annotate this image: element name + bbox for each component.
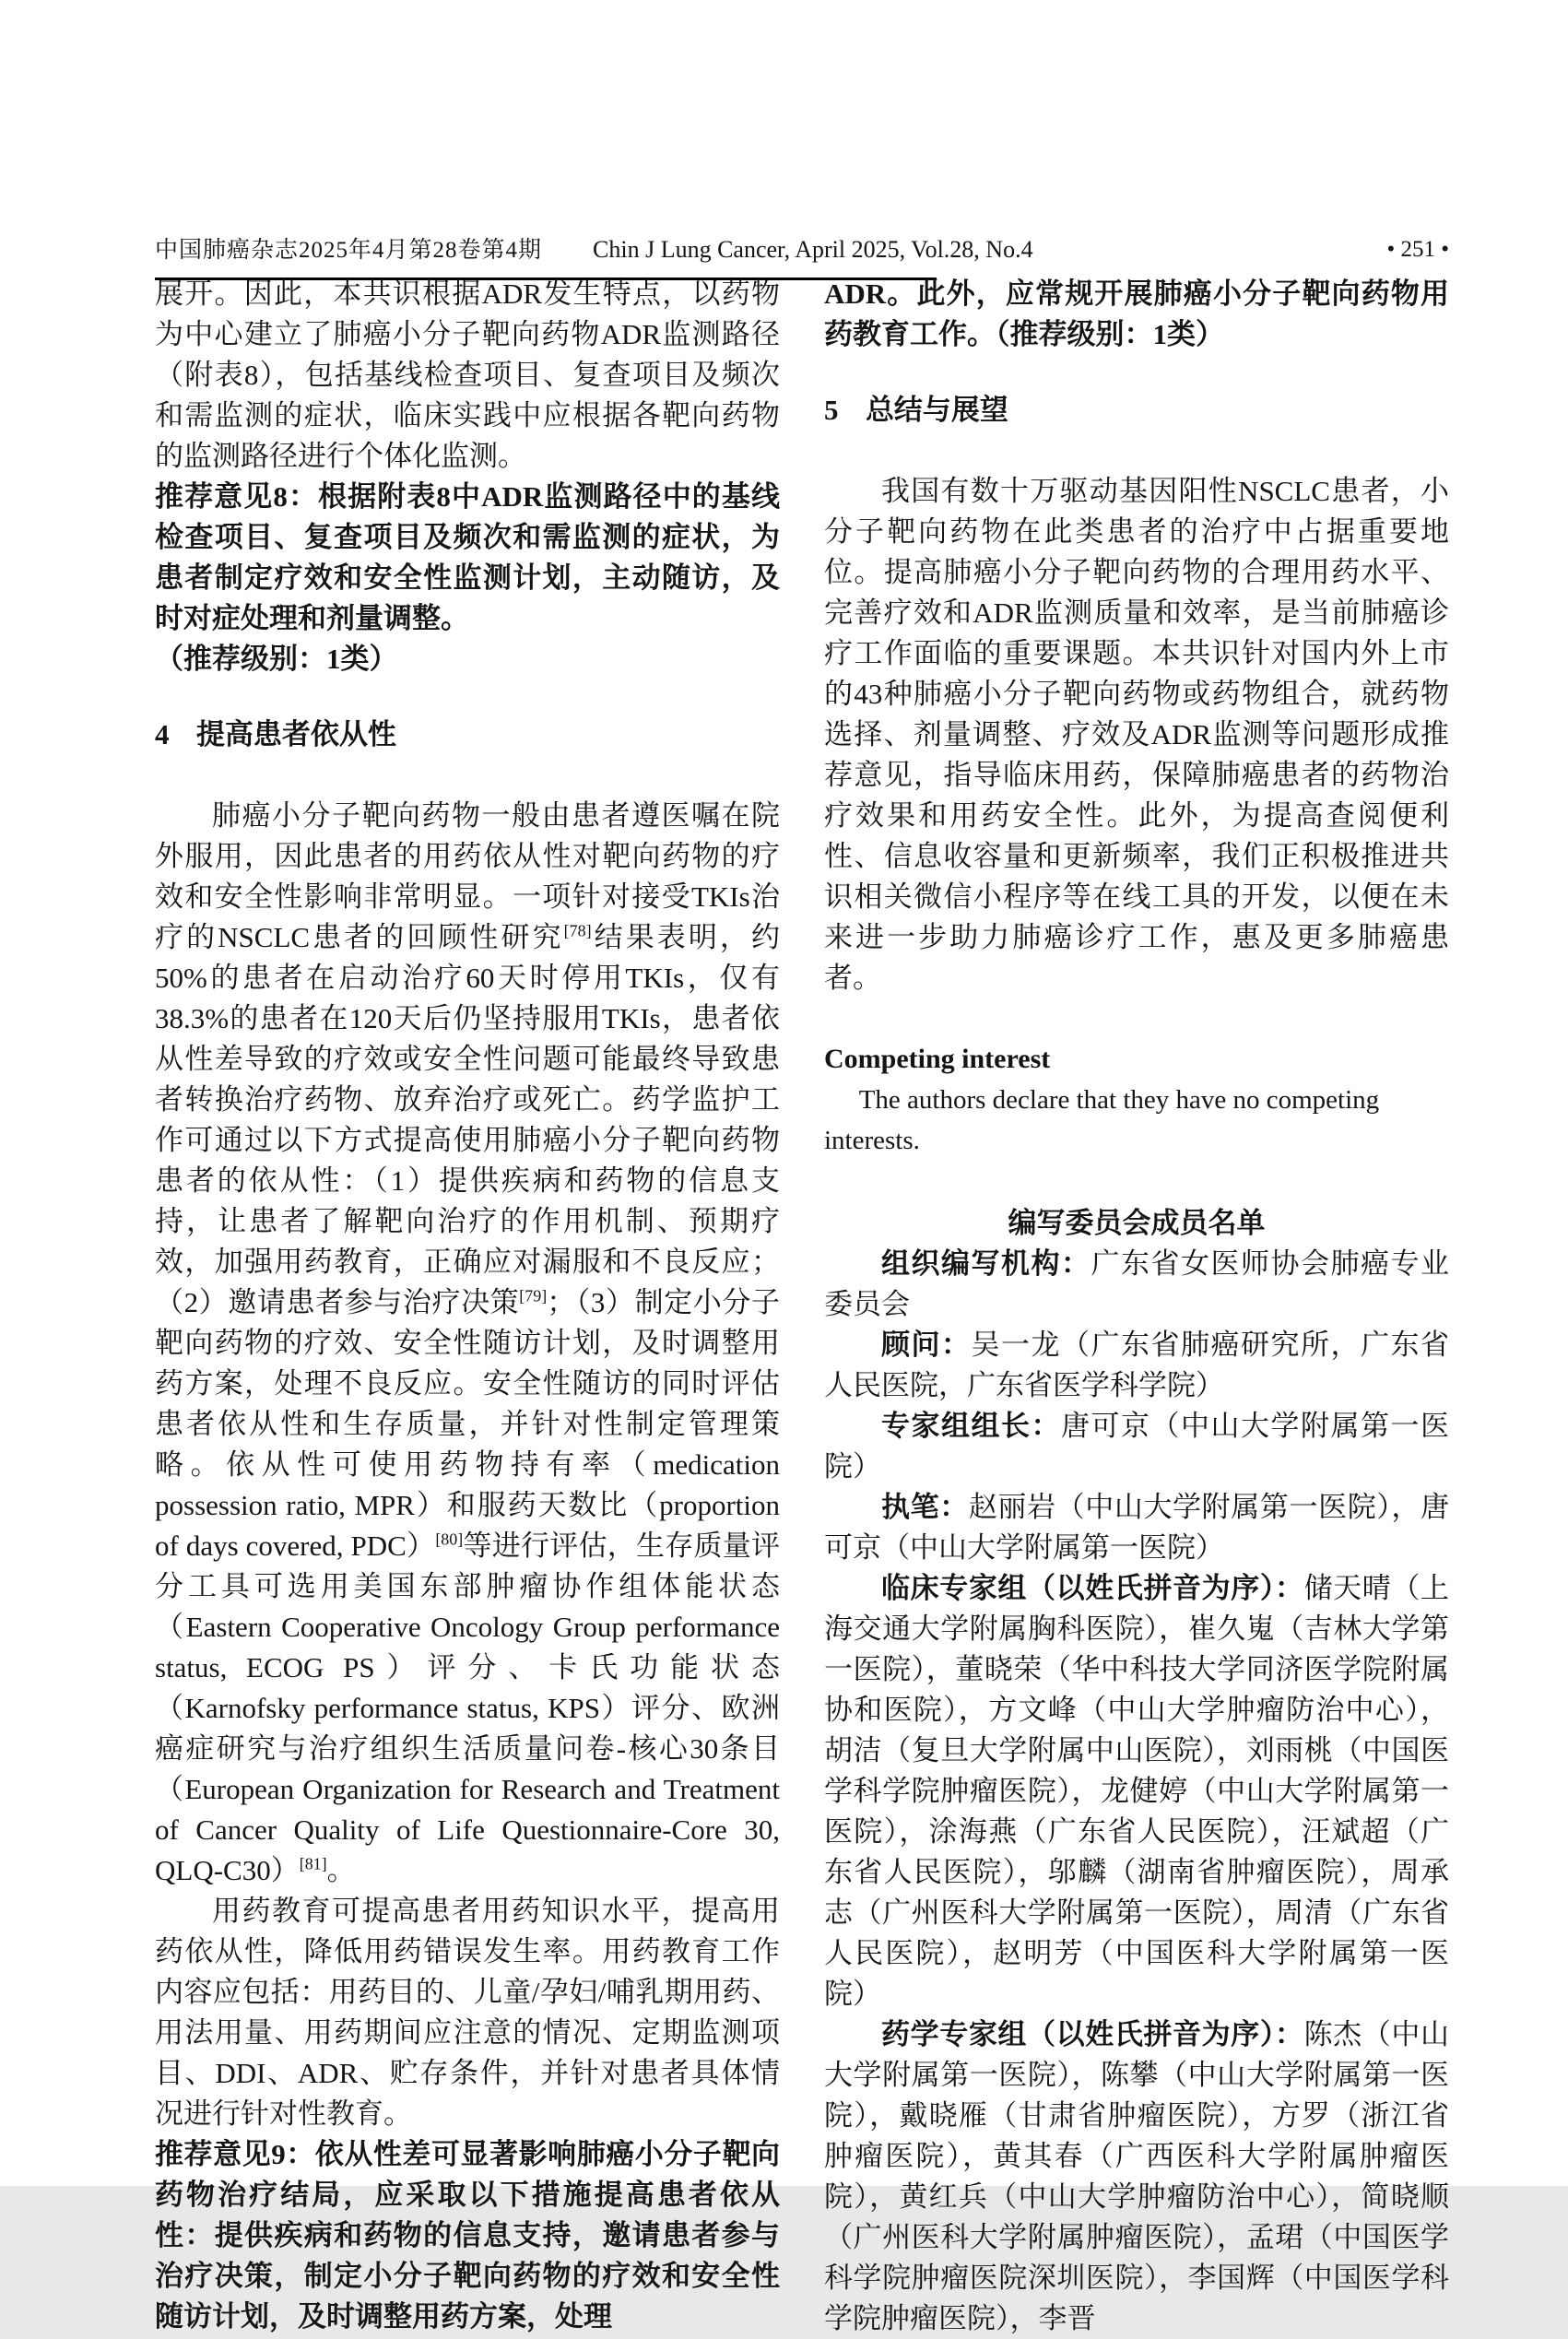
two-column-content — [155, 274, 1449, 2339]
paragraph-adr-monitoring: 展开。因此，本共识根据ADR发生特点，以药物为中心建立了肺癌小分子靶向药物ADR监测路径（附表8），包括基线检查项目、复查项目及频次和需监测的症状，临床实践中应根据各靶向药物的监测路径进行个体化监测。 — [155, 278, 780, 472]
paragraph-adherence: 肺癌小分子靶向药物一般由患者遵医嘱在院外服用，因此患者的用药依从性对靶向药物的疗效和安全性影响非常明显。一项针对接受TKIs治疗的NSCLC患者的回顾性研究[78]结果表明，约50%的患者在启动治疗60天时停用TKIs，仅有38.3%的患者在120天后仍坚持服用TKIs，患者依从性差导致的疗效或安全性问题可能最终导致患者转换治疗药物、放弃治疗或死亡。药学监护工作可通过以下方式提高使用肺癌小分子靶向药物患者的依从性：（1）提供疾病和药物的信息支持，让患者了解靶向治疗的作用机制、预期疗效，加强用药教育，正确应对漏服和不良反应；（2）邀请患者参与治疗决策[79]；（3）制定小分子靶向药物的疗效、安全性随访计划，及时调整用药方案，处理不良反应。安全性随访的同时评估患者依从性和生存质量，并针对性制定管理策略。依从性可使用药物持有率（medication possession ratio, MPR）和服药天数比（proportion of days covered, PDC）[80]等进行评估，生存质量评分工具可选用美国东部肿瘤协作组体能状态（Eastern Cooperative Oncology Group performance status, ECOG PS）评分、卡氏功能状态（Karnofsky performance status, KPS）评分、欧洲癌症研究与治疗组织生活质量问卷-核心30条目（European Organization for Research and Treatment of Cancer Quality of Life Questionnaire-Core 30, QLQ-C30）[81]。 — [155, 799, 781, 1886]
committee-entry-organizer: 组织编写机构：广东省女医师协会肺癌专业委员会 — [824, 1247, 1449, 1320]
recommendation-8: 推荐意见8：根据附表8中ADR监测路径中的基线检查项目、复查项目及频次和需监测的症状，为患者制定疗效和安全性监测计划，主动随访，及时对症处理和剂量调整。 — [155, 480, 780, 634]
paragraph-medication-education: 用药教育可提高患者用药知识水平，提高用药依从性，降低用药错误发生率。用药教育工作内容应包括：用药目的、儿童/孕妇/哺乳期用药、用法用量、用药期间应注意的情况、定期监测项目、DDI、ADR、贮存条件，并针对患者具体情况进行针对性教育。 — [155, 1895, 780, 2130]
recommendation-continuation: ADR。此外，应常规开展肺癌小分子靶向药物用药教育工作。（推荐级别：1类） — [824, 278, 1449, 350]
page-number: • 251 • — [1386, 237, 1449, 262]
recommendation-8-level: （推荐级别：1类） — [155, 643, 398, 675]
committee-entry-group-leader: 专家组组长：唐可京（中山大学附属第一医院） — [824, 1410, 1449, 1483]
section-5-number: 5 — [824, 394, 839, 426]
committee-entry-advisor: 顾问：吴一龙（广东省肺癌研究所，广东省人民医院，广东省医学科学院） — [824, 1329, 1449, 1401]
journal-title-english: Chin J Lung Cancer, April 2025, Vol.28, No.4 — [593, 236, 1033, 263]
committee-list-heading: 编写委员会成员名单 — [1008, 1207, 1266, 1239]
recommendation-9: 推荐意见9：依从性差可显著影响肺癌小分子靶向药物治疗结局，应采取以下措施提高患者依从性：提供疾病和药物的信息支持，邀请患者参与治疗决策，制定小分子靶向药物的疗效和安全性随访计划，及时调整用药方案，处理 — [155, 2138, 780, 2333]
committee-entry-clinical-experts: 临床专家组（以姓氏拼音为序）：储天晴（上海交通大学附属胸科医院），崔久嵬（吉林大学第一医院），董晓荣（华中科技大学同济医学院附属协和医院），方文峰（中山大学肿瘤防治中心），胡洁（复旦大学附属中山医院），刘雨桃（中国医学科学院肿瘤医院），龙健婷（中山大学附属第一医院），涂海燕（广东省人民医院），汪斌超（广东省人民医院），邬麟（湖南省肿瘤医院），周承志（广州医科大学附属第一医院），周清（广东省人民医院），赵明芳（中国医科大学附属第一医院） — [824, 1572, 1449, 2010]
committee-entry-writers: 执笔：赵丽岩（中山大学附属第一医院），唐可京（中山大学附属第一医院） — [824, 1491, 1450, 1564]
section-5-title: 总结与展望 — [865, 394, 1008, 426]
section-4-heading — [155, 715, 780, 755]
section-4-number: 4 — [155, 718, 170, 750]
right-column — [824, 274, 1449, 2339]
competing-interest-heading: Competing interest — [824, 1044, 1051, 1074]
paragraph-summary-outlook: 我国有数十万驱动基因阳性NSCLC患者，小分子靶向药物在此类患者的治疗中占据重要地位。提高肺癌小分子靶向药物的合理用药水平、完善疗效和ADR监测质量和效率，是当前肺癌诊疗工作面临的重要课题。本共识针对国内外上市的43种肺癌小分子靶向药物或药物组合，就药物选择、剂量调整、疗效及ADR监测等问题形成推荐意见，指导临床用药，保障肺癌患者的药物治疗效果和用药安全性。此外，为提高查阅便利性、信息收容量和更新频率，我们正积极推进共识相关微信小程序等在线工具的开发，以便在未来进一步助力肺癌诊疗工作，惠及更多肺癌患者。 — [824, 475, 1449, 994]
competing-interest-statement: The authors declare that they have no competing interests. — [824, 1085, 1380, 1155]
page-header — [155, 236, 1449, 265]
left-column — [155, 274, 780, 2339]
journal-title-chinese: 中国肺癌杂志2025年4月第28卷第4期 — [155, 238, 543, 263]
section-4-title: 提高患者依从性 — [195, 718, 396, 750]
section-5-heading — [824, 390, 1449, 431]
committee-entry-pharmacy-experts: 药学专家组（以姓氏拼音为序）：陈杰（中山大学附属第一医院），陈攀（中山大学附属第一医院），戴晓雁（甘肃省肿瘤医院），方罗（浙江省肿瘤医院），黄其春（广西医科大学附属肿瘤医院），黄红兵（中山大学肿瘤防治中心），简晓顺（广州医科大学附属肿瘤医院），孟珺（中国医学科学院肿瘤医院深圳医院），李国辉（中国医学科学院肿瘤医院），李晋 — [824, 2018, 1449, 2334]
